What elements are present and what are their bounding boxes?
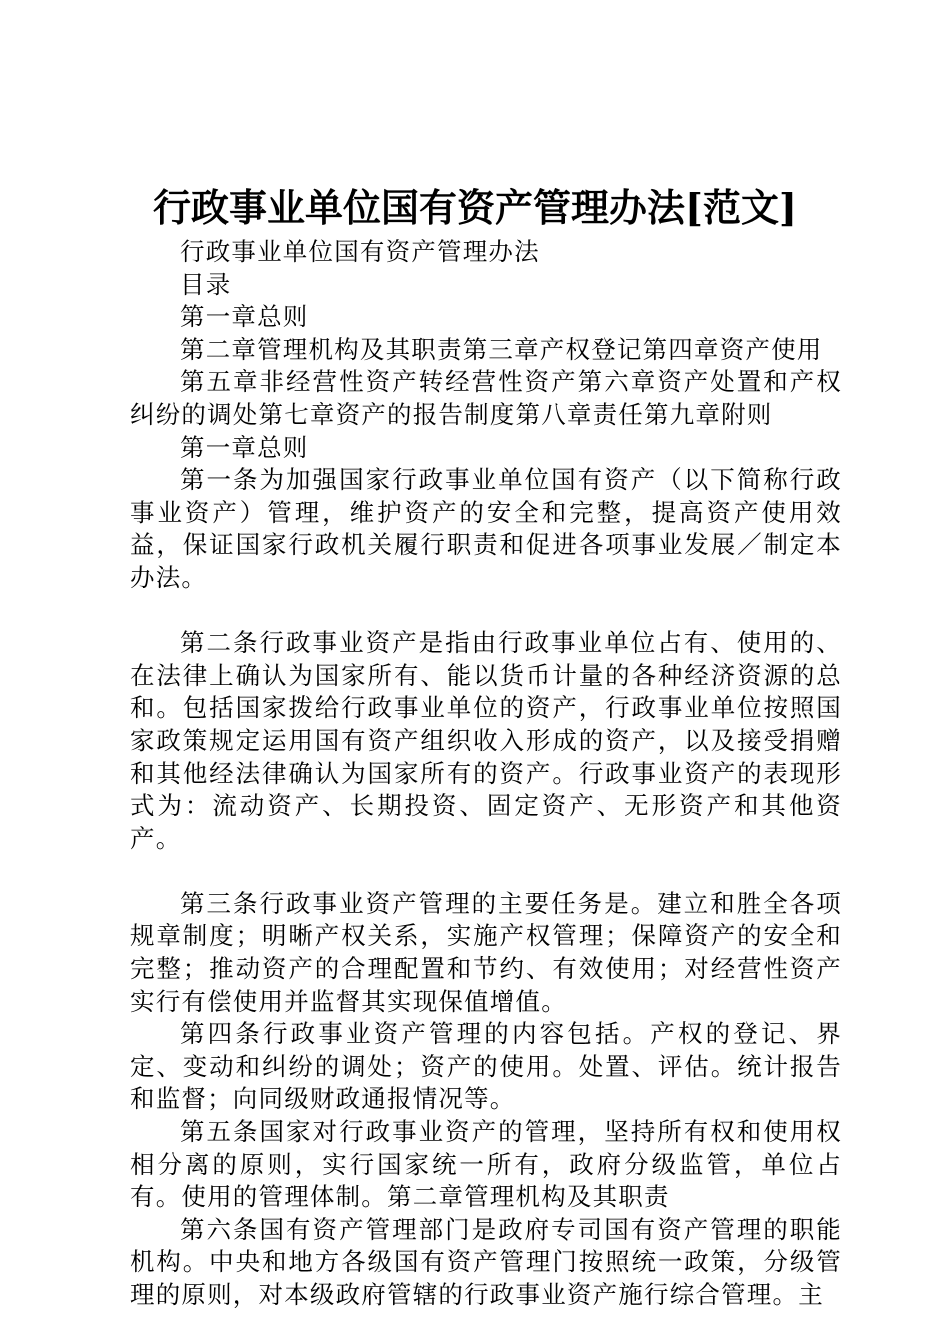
paragraph-article-4: 第四条行政事业资产管理的内容包括。产权的登记、界定、变动和纠纷的调处；资产的使用。处置、评估。统计报告和监督；向同级财政通报情况等。 — [130, 1019, 842, 1114]
paragraph-article-6: 第六条国有资产管理部门是政府专司国有资产管理的职能机构。中央和地方各级国有资产管理门按照统一政策，分级管理的原则，对本级政府管辖的行政事业资产施行综合管理。主 — [130, 1214, 842, 1309]
paragraph-article-5: 第五条国家对行政事业资产的管理，坚持所有权和使用权相分离的原则，实行国家统一所有，政府分级监管，单位占有。使用的管理体制。第二章管理机构及其职责 — [130, 1117, 842, 1212]
paragraph-chapter-1-heading: 第一章总则 — [180, 432, 309, 462]
paragraph-toc-chapters-5-9: 第五章非经营性资产转经营性资产第六章资产处置和产权纠纷的调处第七章资产的报告制度第八章责任第九章附则 — [130, 367, 842, 429]
paragraph-article-1: 第一条为加强国家行政事业单位国有资产（以下简称行政事业资产）管理，维护资产的安全和完整，提高资产使用效益，保证国家行政机关履行职责和促进各项事业发展／制定本办法。 — [130, 465, 842, 592]
document-title: 行政事业单位国有资产管理办法[范文] — [153, 185, 797, 230]
paragraph-toc-heading: 目录 — [180, 269, 232, 299]
paragraph-toc-chapters-2-4: 第二章管理机构及其职责第三章产权登记第四章资产使用 — [180, 334, 823, 364]
paragraph-toc-chapter-1: 第一章总则 — [180, 302, 309, 332]
paragraph-article-3: 第三条行政事业资产管理的主要任务是。建立和胜全各项规章制度；明晰产权关系，实施产权管理；保障资产的安全和完整；推动资产的合理配置和节约、有效使用；对经营性资产实行有偿使用并监督其实现保值增值。 — [130, 888, 842, 1016]
paragraph-article-2: 第二条行政事业资产是指由行政事业单位占有、使用的、在法律上确认为国家所有、能以货币计量的各种经济资源的总和。包括国家拨给行政事业单位的资产，行政事业单位按照国家政策规定运用国有资产组织收入形成的资产，以及接受捐赠和其他经法律确认为国家所有的资产。行政事业资产的表现形式为：流动资产、长期投资、固定资产、无形资产和其他资产。 — [130, 628, 842, 853]
document-body — [130, 236, 842, 1312]
paragraph-subtitle: 行政事业单位国有资产管理办法 — [180, 237, 540, 266]
